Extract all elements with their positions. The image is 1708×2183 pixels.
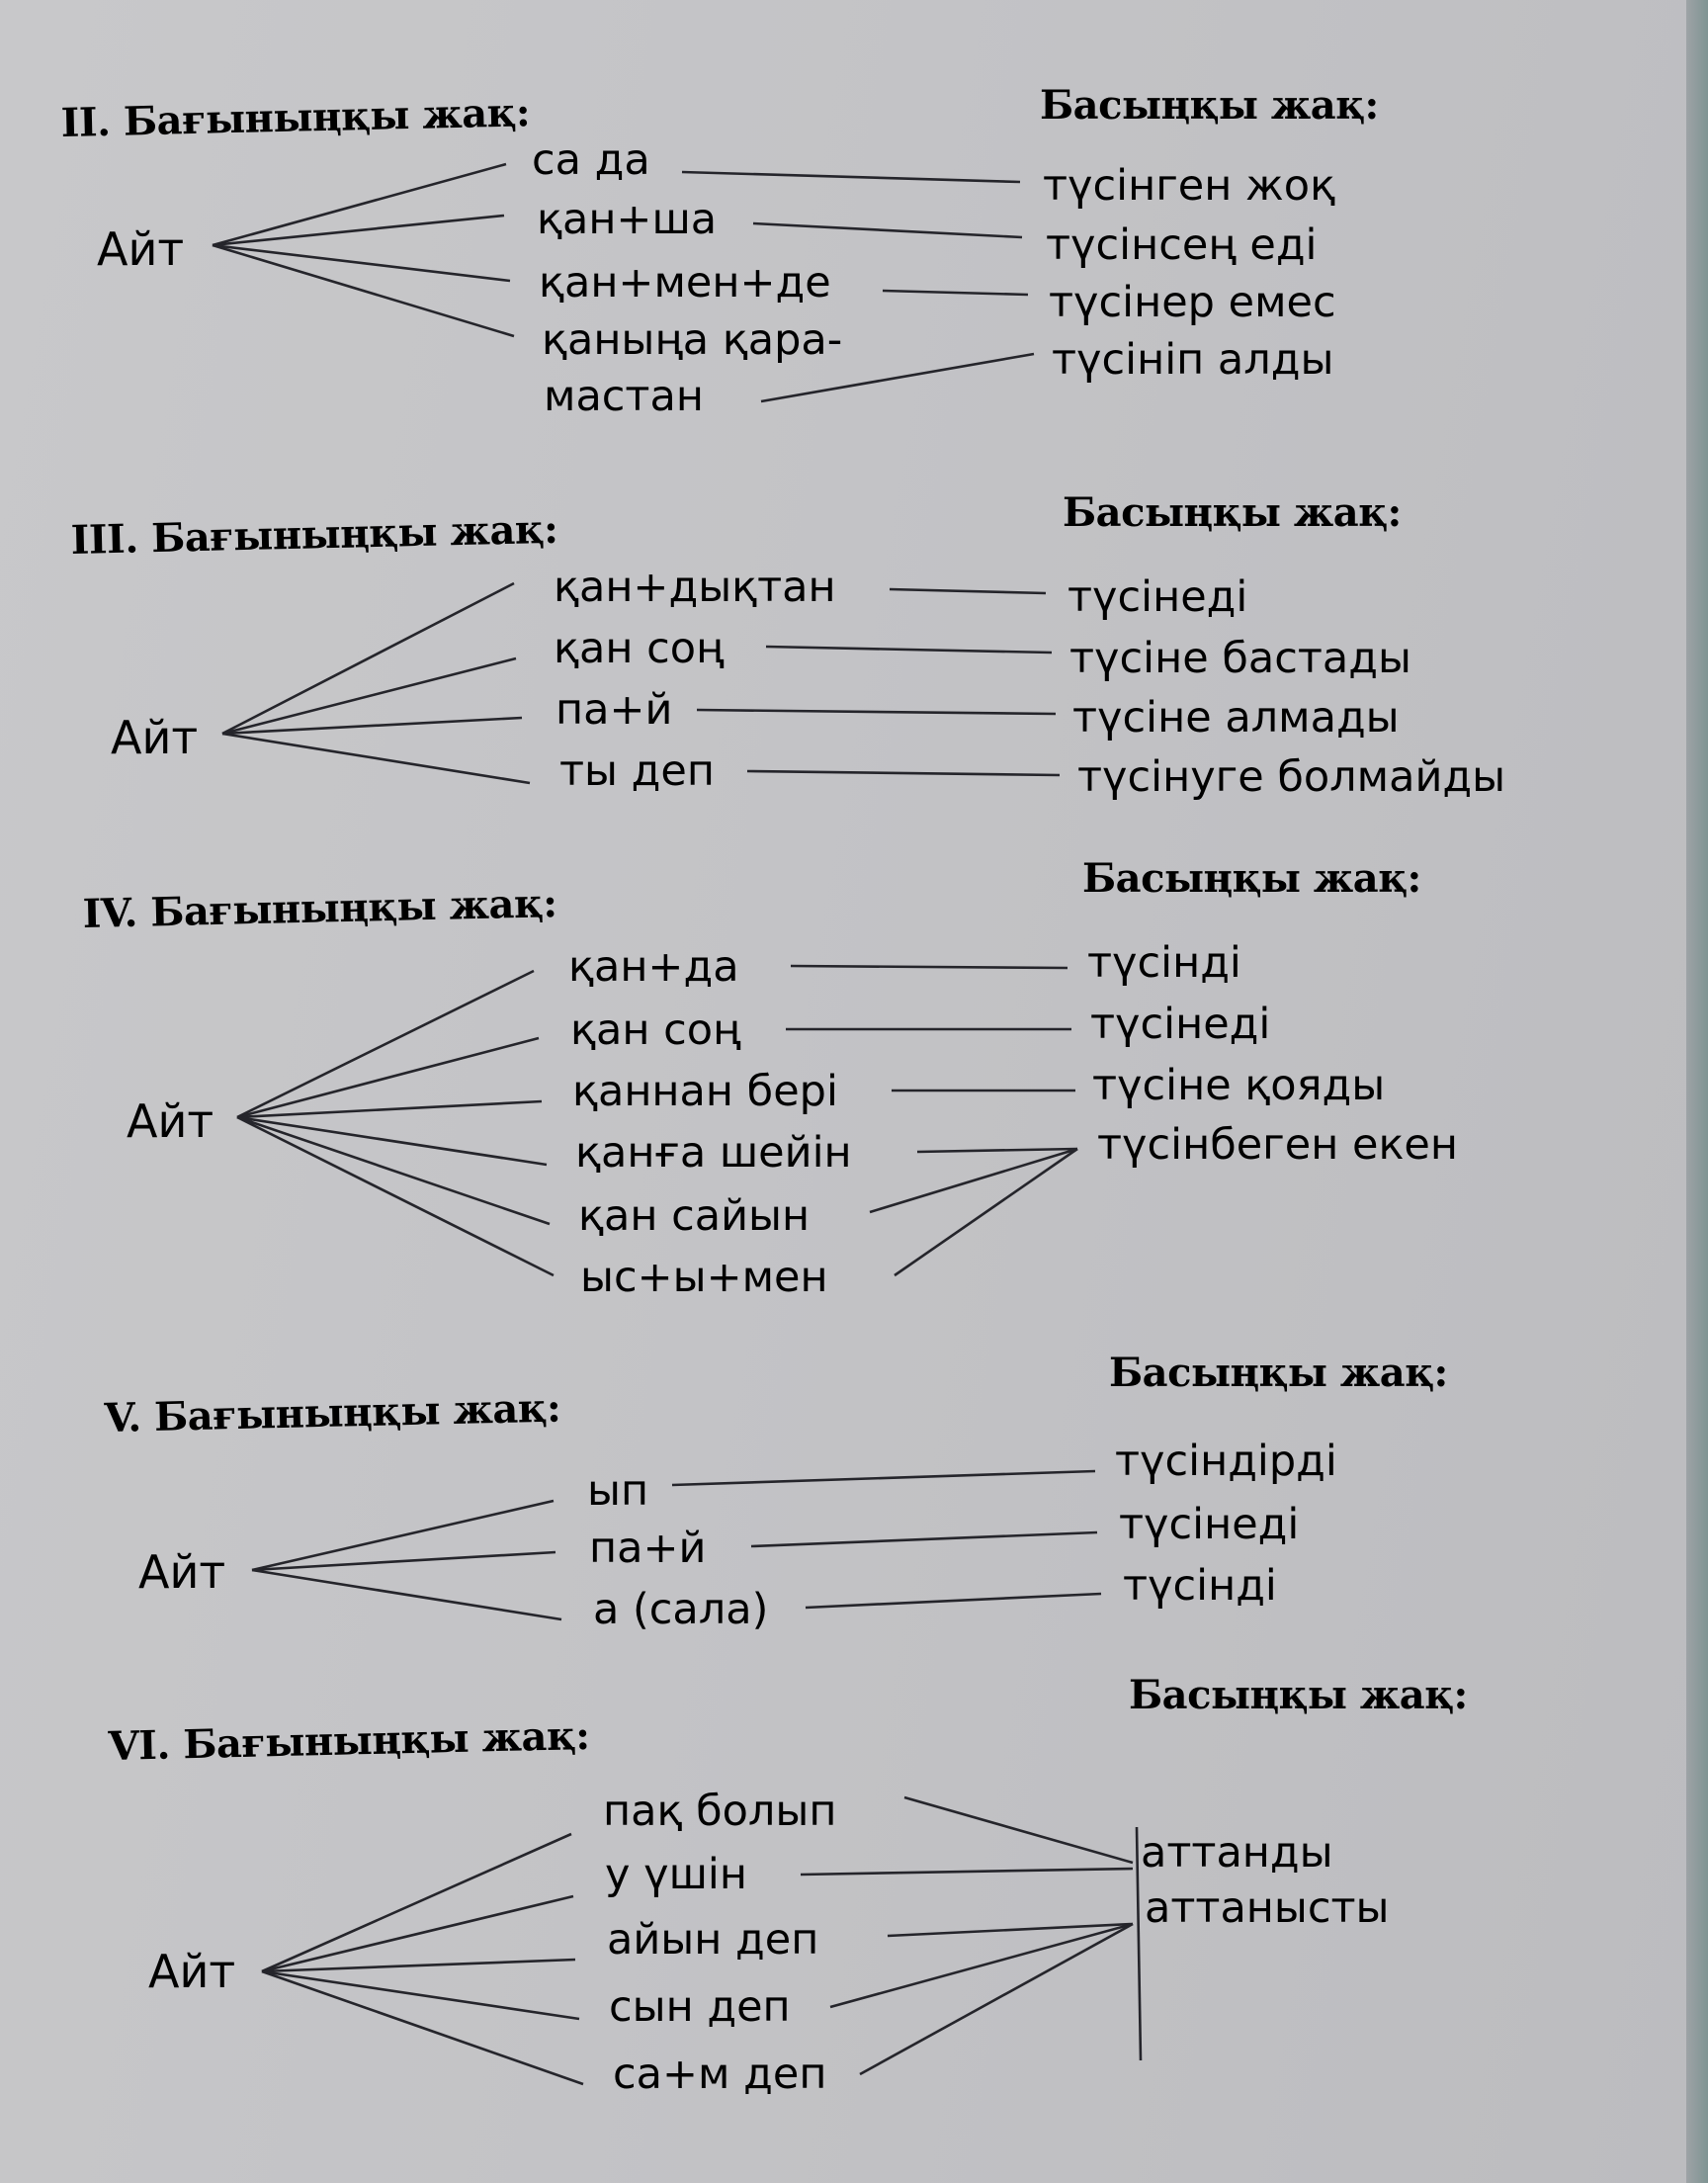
link-line	[751, 1532, 1097, 1546]
result-item: түсінген жоқ	[1043, 161, 1336, 211]
suffix-item: қан соң	[570, 1005, 741, 1055]
section-title: IV. Бағыныңқы жақ:	[82, 880, 557, 937]
result-item: түсінеді	[1090, 1000, 1271, 1049]
root-word: Айт	[138, 1545, 226, 1599]
root-word: Айт	[97, 222, 185, 276]
result-item: аттанды	[1141, 1828, 1333, 1877]
branch-line	[262, 1834, 571, 1971]
suffix-item: қан+да	[568, 942, 739, 992]
suffix-item: айын деп	[607, 1915, 819, 1965]
main-clause-title: Басыңқы жақ:	[1063, 489, 1402, 536]
result-item: түсінеді	[1068, 572, 1248, 622]
result-item: түсіне бастады	[1069, 634, 1411, 683]
result-item: түсінбеген екен	[1097, 1120, 1458, 1170]
suffix-item: у үшін	[605, 1850, 747, 1899]
main-clause-title: Басыңқы жақ:	[1082, 855, 1421, 902]
branch-line	[213, 164, 506, 245]
link-line	[860, 1924, 1133, 2074]
main-clause-title: Басыңқы жақ:	[1040, 82, 1379, 129]
branch-line	[237, 1117, 550, 1224]
section-title: V. Бағыныңқы жақ:	[104, 1384, 561, 1441]
result-item: түсінді	[1087, 938, 1241, 988]
section-title: III. Бағыныңқы жақ:	[70, 505, 558, 564]
suffix-item: па+й	[555, 685, 673, 735]
suffix-item: ты деп	[559, 746, 715, 796]
branch-line	[237, 1038, 539, 1117]
link-line	[890, 589, 1046, 593]
section-title: VI. Бағыныңқы жақ:	[108, 1711, 590, 1770]
suffix-item: қанға шейін	[575, 1128, 852, 1178]
result-item: түсінер емес	[1049, 278, 1336, 327]
link-line	[883, 291, 1028, 295]
suffix-item: мастан	[544, 372, 704, 421]
link-line	[697, 710, 1056, 714]
result-item: түсіне қояды	[1092, 1061, 1386, 1110]
branch-line	[237, 1101, 542, 1117]
link-line	[801, 1869, 1133, 1875]
link-line	[917, 1149, 1077, 1152]
main-clause-title: Басыңқы жақ:	[1109, 1350, 1448, 1396]
branch-line	[252, 1570, 561, 1619]
branch-line	[252, 1501, 554, 1570]
branch-line	[213, 245, 514, 336]
branch-line	[222, 718, 522, 734]
main-clause-title: Басыңқы жақ:	[1129, 1672, 1468, 1718]
suffix-item: қан+ша	[537, 195, 718, 244]
branch-line	[222, 658, 516, 734]
section-4	[82, 855, 1458, 1302]
link-line	[895, 1149, 1077, 1275]
suffix-item: қан+мен+де	[539, 258, 831, 307]
suffix-item: қан сайын	[578, 1191, 811, 1241]
section-5	[103, 1350, 1448, 1634]
result-item: түсіне алмады	[1072, 693, 1400, 742]
section-2	[60, 82, 1379, 421]
root-word: Айт	[111, 711, 199, 764]
result-item: түсінді	[1123, 1561, 1277, 1611]
result-item: түсінеді	[1119, 1500, 1300, 1549]
suffix-item: сын деп	[609, 1982, 791, 2032]
result-item: аттанысты	[1145, 1883, 1390, 1933]
link-line	[672, 1471, 1095, 1485]
root-word: Айт	[148, 1945, 236, 1998]
branch-line	[213, 245, 510, 281]
suffix-item: са+м деп	[613, 2050, 827, 2099]
branch-line	[222, 734, 530, 783]
suffix-item: па+й	[589, 1524, 707, 1573]
branch-line	[252, 1552, 555, 1570]
suffix-item: қаныңа қара-	[542, 315, 843, 365]
section-3	[70, 489, 1505, 802]
link-line	[904, 1797, 1133, 1863]
section-6	[107, 1672, 1468, 2099]
suffix-item: а (сала)	[593, 1585, 769, 1634]
branch-line	[262, 1971, 579, 2019]
suffix-item: қан соң	[554, 624, 725, 673]
section-title: II. Бағыныңқы жақ:	[60, 89, 531, 146]
branch-line	[237, 971, 534, 1117]
link-line	[870, 1149, 1077, 1212]
result-item: түсінсең еді	[1046, 220, 1318, 270]
link-line	[766, 647, 1052, 653]
suffix-item: қаннан бері	[572, 1067, 838, 1116]
link-line	[753, 223, 1022, 237]
suffix-item: са да	[532, 135, 650, 185]
link-line	[747, 771, 1060, 775]
result-item: түсініп алды	[1052, 335, 1334, 385]
suffix-item: қан+дықтан	[554, 563, 836, 612]
branch-line	[222, 583, 514, 734]
link-line	[791, 966, 1068, 968]
suffix-item: ып	[587, 1466, 649, 1516]
root-word: Айт	[127, 1094, 214, 1148]
result-item: түсіндірді	[1115, 1437, 1337, 1486]
branch-line	[213, 216, 504, 245]
suffix-item: пақ болып	[603, 1787, 837, 1836]
suffix-item: ыс+ы+мен	[580, 1253, 828, 1302]
branch-line	[262, 1971, 583, 2084]
result-item: түсінуге болмайды	[1077, 752, 1506, 802]
link-line	[682, 172, 1020, 182]
link-line	[806, 1594, 1101, 1608]
link-line	[830, 1924, 1133, 2007]
